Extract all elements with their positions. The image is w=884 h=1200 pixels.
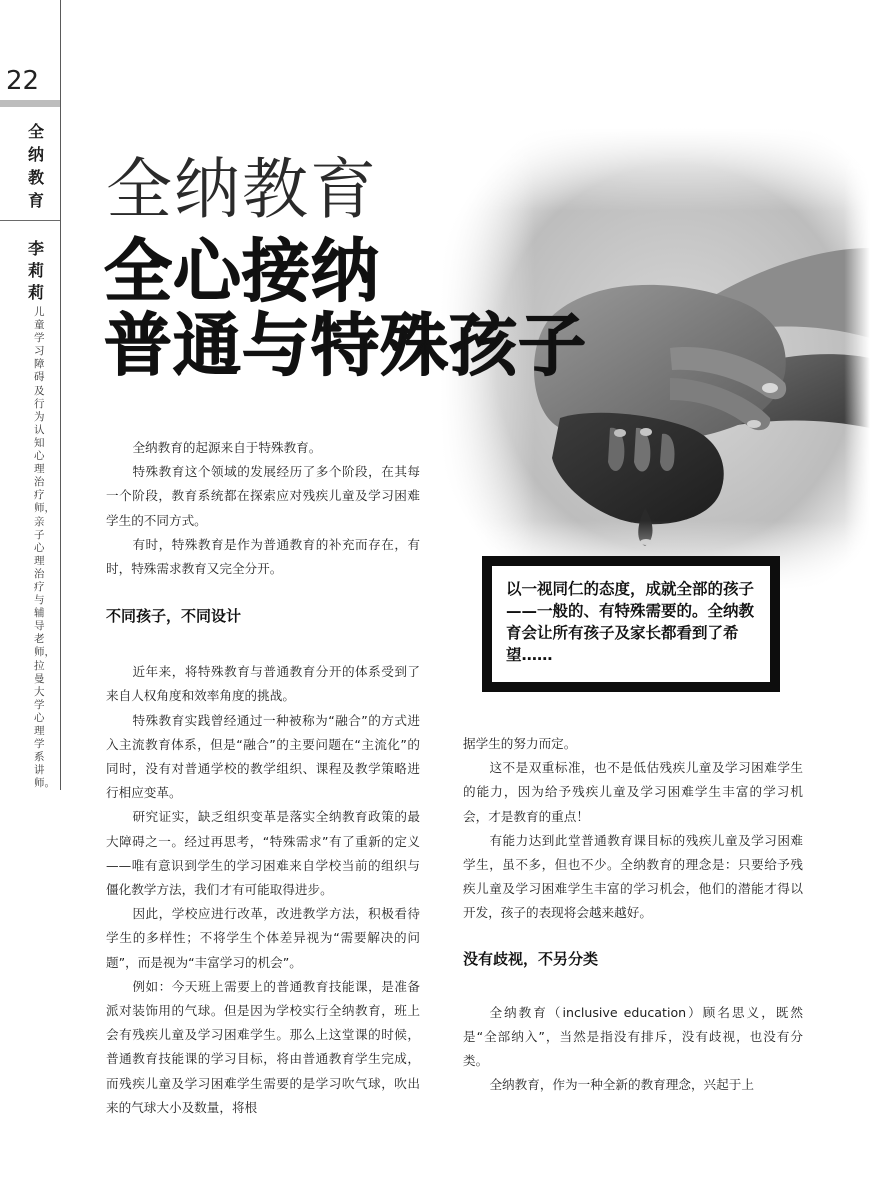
section-heading: 不同孩子，不同设计 xyxy=(106,607,242,626)
pull-quote-inner xyxy=(492,566,770,682)
author-name: 李莉莉 xyxy=(28,239,45,302)
sidebar-divider xyxy=(0,220,60,221)
right-column xyxy=(463,732,803,1097)
sidebar-accent-bar xyxy=(0,100,60,107)
paragraph: 研究证实，缺乏组织变革是落实全纳教育政策的最大障碍之一。经过再思考，“特殊需求”有了重新的定义——唯有意识到学生的学习困难来自学校当前的组织与僵化教学方法，我们才有可能取得进步。 xyxy=(106,809,420,898)
section-heading: 没有歧视，不另分类 xyxy=(463,949,599,968)
headline-line-2: 全心接纳 xyxy=(104,233,381,312)
pull-quote-text: 以一视同仁的态度，成就全部的孩子——一般的、有特殊需要的。全纳教育会让所有孩子及家长都看到了希望…… xyxy=(506,580,755,664)
left-column xyxy=(106,436,420,1120)
headline-line-1: 全纳教育 xyxy=(106,151,378,228)
paragraph: 全纳教育的起源来自于特殊教育。 xyxy=(132,440,322,455)
paragraph: 特殊教育这个领域的发展经历了多个阶段，在其每一个阶段，教育系统都在探索应对残疾儿童及学习困难学生的不同方式。 xyxy=(106,464,420,528)
paragraph: 近年来，将特殊教育与普通教育分开的体系受到了来自人权角度和效率角度的挑战。 xyxy=(106,664,420,704)
paragraph: 例如：今天班上需要上的普通教育技能课，是准备派对装饰用的气球。但是因为学校实行全纳教育，班上会有残疾儿童及学习困难学生。那么上这堂课的时候，普通教育技能课的学习目标，将由普通教育学生完成，而残疾儿童及学习困难学生需要的是学习吹气球，吹出来的气球大小及数量，将根 xyxy=(106,978,420,1115)
paragraph: 全纳教育，作为一种全新的教育理念，兴起于上 xyxy=(489,1077,754,1093)
paragraph: 全纳教育（inclusive education）顾名思义，既然是“全部纳入”，当然是指没有排斥，没有歧视，也没有分类。 xyxy=(463,1004,803,1069)
headline-line-3: 普通与特殊孩子 xyxy=(104,307,588,386)
sidebar-rule xyxy=(60,0,61,790)
paragraph-continuation: 据学生的努力而定。 xyxy=(463,736,577,751)
page-number: 22 xyxy=(6,66,40,96)
paragraph: 有能力达到此堂普通教育课目标的残疾儿童及学习困难学生，虽不多，但也不少。全纳教育的理念是：只要给予残疾儿童及学习困难学生丰富的学习机会，他们的潜能才得以开发，孩子的表现将会越来越好。 xyxy=(463,832,803,921)
paragraph: 这不是双重标准，也不是低估残疾儿童及学习困难学生的能力，因为给予残疾儿童及学习困难学生丰富的学习机会，才是教育的重点！ xyxy=(463,760,803,824)
paragraph: 有时，特殊教育是作为普通教育的补充而存在，有时，特殊需求教育又完全分开。 xyxy=(106,536,420,577)
author-bio: 儿童学习障碍及行为认知心理治疗师，亲子心理治疗与辅导老师，拉曼大学心理学系讲师。 xyxy=(34,306,55,790)
paragraph: 特殊教育实践曾经通过一种被称为“融合”的方式进入主流教育体系，但是“融合”的主要问题在“主流化”的同时，没有对普通学校的教学组织、课程及教学策略进行相应变革。 xyxy=(106,712,420,801)
column-name: 全纳教育 xyxy=(28,122,45,210)
paragraph: 因此，学校应进行改革，改进教学方法，积极看待学生的多样性；不将学生个体差异视为“需要解决的问题”，而是视为“丰富学习的机会”。 xyxy=(106,906,420,970)
pull-quote-box xyxy=(482,556,780,692)
